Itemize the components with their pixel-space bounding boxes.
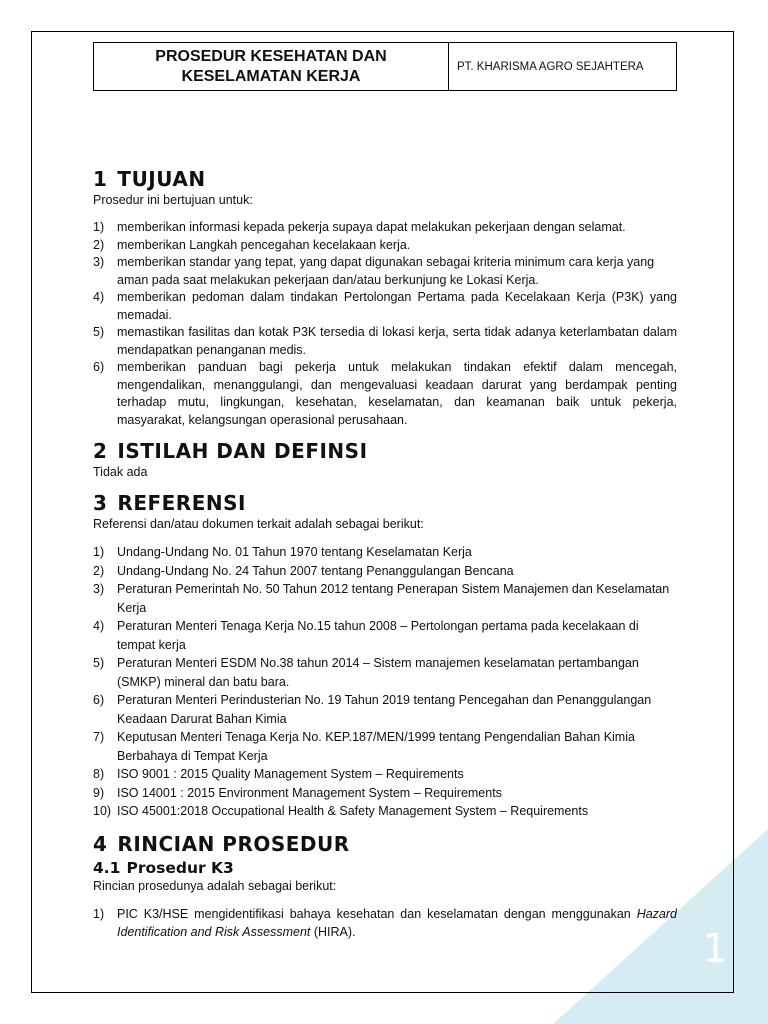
subsection-number: 4.1 xyxy=(93,858,121,877)
subsection-heading xyxy=(93,859,677,877)
list-item: 3) memberikan standar yang tepat, yang dapat digunakan sebagai kriteria minimum cara kerja yang aman pada saat melakukan pekerjaan dan/atau berkunjung ke Lokasi Kerja. xyxy=(93,255,655,287)
section-title: ISTILAH DAN DEFINSI xyxy=(117,439,368,463)
list-item: 3) Peraturan Pemerintah No. 50 Tahun 2012 tentang Penerapan Sistem Manajemen dan Keselamatan Kerja xyxy=(93,582,670,615)
prosedur-list xyxy=(93,905,677,942)
title-line-2: KESELAMATAN KERJA xyxy=(181,67,361,85)
page-number: 1 xyxy=(702,926,728,972)
list-item: 4) Peraturan Menteri Tenaga Kerja No.15 tahun 2008 – Pertolongan pertama pada kecelakaan di tempat kerja xyxy=(93,619,639,652)
list-item: 9) ISO 14001 : 2015 Environment Management System – Requirements xyxy=(93,785,502,800)
document-content xyxy=(93,42,677,942)
list-item: 5) Peraturan Menteri ESDM No.38 tahun 2014 – Sistem manajemen keselamatan pertambangan (SMKP) mineral dan batu bara. xyxy=(93,656,639,689)
title-line-1: PROSEDUR KESEHATAN DAN xyxy=(155,47,387,65)
referensi-list xyxy=(93,543,677,821)
section-number: 2 xyxy=(93,439,108,463)
list-item: 2) memberikan Langkah pencegahan kecelakaan kerja. xyxy=(93,237,411,252)
italic-term: Hazard Identification and Risk Assessment xyxy=(117,906,677,939)
list-item: 4) memberikan pedoman dalam tindakan Pertolongan Pertama pada Kecelakaan Kerja (P3K) yang memadai. xyxy=(93,290,677,322)
section-intro: Rincian prosedunya adalah sebagai berikut: xyxy=(93,878,337,893)
list-item: 5) memastikan fasilitas dan kotak P3K tersedia di lokasi kerja, serta tidak adanya keterlambatan dalam mendapatkan penanganan medis. xyxy=(93,325,677,357)
header-table xyxy=(93,42,677,91)
section-number: 3 xyxy=(93,491,108,515)
list-item: 1) memberikan informasi kepada pekerja supaya dapat melakukan pekerjaan dengan selamat. xyxy=(93,220,626,234)
section-intro: Prosedur ini bertujuan untuk: xyxy=(93,193,253,207)
section-title: RINCIAN PROSEDUR xyxy=(117,831,350,856)
section-text: Tidak ada xyxy=(93,465,148,479)
section-number: 1 xyxy=(93,167,108,191)
section-heading xyxy=(93,491,677,515)
list-item: 2) Undang-Undang No. 24 Tahun 2007 tentang Penanggulangan Bencana xyxy=(93,563,514,578)
section-heading xyxy=(93,167,677,191)
list-item: 1) Undang-Undang No. 01 Tahun 1970 tentang Keselamatan Kerja xyxy=(93,545,472,559)
section-rincian xyxy=(93,832,677,942)
document-title xyxy=(94,43,449,91)
list-item: 6) memberikan panduan bagi pekerja untuk melakukan tindakan efektif dalam mencegah, mengendalikan, menanggulangi, dan mengevaluasi keadaan darurat yang berdampak penting terhadap mutu, lingkungan, kesehatan, keselamatan, dan keamanan baik untuk pekerja, masyarakat, kelangsungan operasional perusahaan. xyxy=(93,360,677,427)
list-item: 10) ISO 45001:2018 Occupational Health & Safety Management System – Requirements xyxy=(93,804,589,818)
section-heading xyxy=(93,439,677,463)
list-item: 8) ISO 9001 : 2015 Quality Management System – Requirements xyxy=(93,767,464,781)
tujuan-list xyxy=(93,219,677,429)
section-referensi xyxy=(93,491,677,821)
list-item: 7) Keputusan Menteri Tenaga Kerja No. KEP.187/MEN/1999 tentang Pengendalian Bahan Kimia Berbahaya di Tempat Kerja xyxy=(93,730,635,763)
section-istilah xyxy=(93,439,677,481)
section-number: 4 xyxy=(93,831,108,856)
list-item: 6) Peraturan Menteri Perindusterian No. 19 Tahun 2019 tentang Pencegahan dan Penanggulangan Keadaan Darurat Bahan Kimia xyxy=(93,693,652,726)
company-name: PT. KHARISMA AGRO SEJAHTERA xyxy=(449,43,677,91)
list-item: 1) PIC K3/HSE mengidentifikasi bahaya kesehatan dan keselamatan dengan menggunakan Hazard Identification and Risk Assessment (HIRA). xyxy=(93,906,677,939)
section-tujuan xyxy=(93,167,677,429)
section-title: TUJUAN xyxy=(117,167,206,191)
section-heading xyxy=(93,832,677,856)
section-intro: Referensi dan/atau dokumen terkait adalah sebagai berikut: xyxy=(93,517,424,531)
section-title: REFERENSI xyxy=(117,491,246,515)
subsection-title: Prosedur K3 xyxy=(126,858,234,877)
